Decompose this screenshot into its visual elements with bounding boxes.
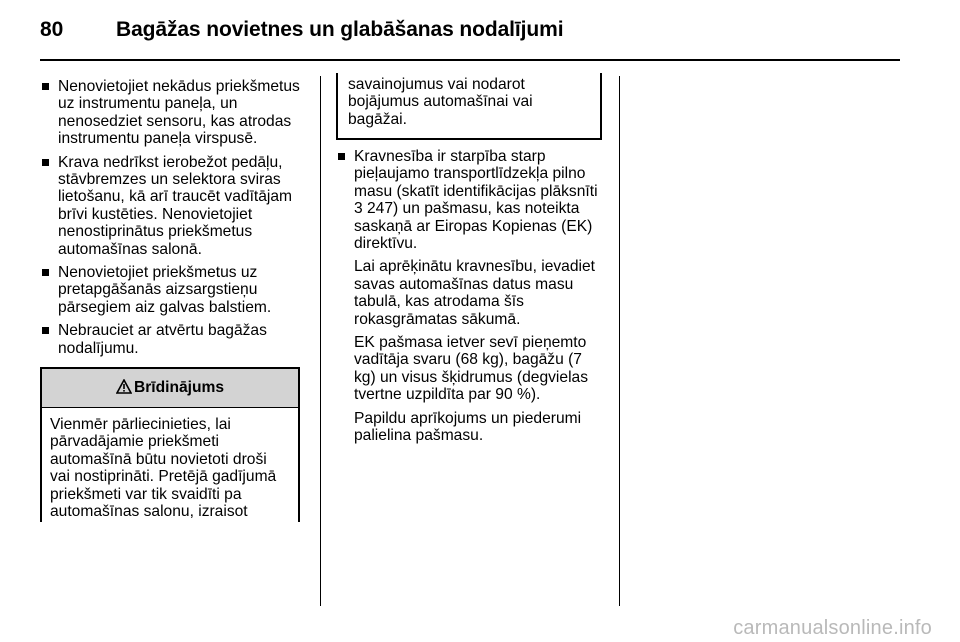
bullet-list [336, 148, 606, 252]
page-number: 80 [40, 18, 64, 41]
list-item [40, 322, 310, 357]
warning-triangle-icon [116, 379, 132, 398]
bullet-text: Nenovietojiet nekādus priekšmetus uz instrumentu paneļa, un nenosedziet sensoru, kas atrodas instrumentu paneļa virspusē. [58, 78, 300, 148]
bullet-marker [42, 269, 49, 276]
bullet-marker [42, 83, 49, 90]
left-column [40, 78, 310, 363]
column-divider-right [619, 76, 620, 606]
bullet-text: Nenovietojiet priekšmetus uz pretapgāšanās aizsargstieņu pārsegiem aiz galvas balstiem. [58, 264, 272, 316]
bullet-text-reference: 3 247) un pašmasu, kas noteikta saskaņā ar Eiropas Kopienas (EK) direktīvu. [354, 200, 593, 253]
paragraph: EK pašmasa ietver sevī pieņemto vadītāja svaru (68 kg), bagāžu (7 kg) un visus šķidrumus (degvielas tvertne uzpildīta par 90 %). [354, 334, 588, 404]
middle-column [336, 148, 606, 451]
bullet-marker [338, 153, 345, 160]
column-divider-left [320, 76, 321, 606]
warning-body: Vienmēr pārliecinieties, lai pārvadājamie priekšmeti automašīnā būtu novietoti droši vai nostiprināti. Pretējā gadījumā priekšmeti var tik svaidīti pa automašīnas salonu, izraisot [50, 416, 277, 521]
warning-title: Brīdinājums [133, 379, 225, 396]
bullet-marker [42, 159, 49, 166]
bullet-text: Nebrauciet ar atvērtu bagāžas nodalījumu. [58, 322, 267, 357]
warning-header [42, 369, 298, 408]
list-item [336, 148, 606, 252]
page-title: Bagāžas novietnes un glabāšanas nodalījumi [116, 18, 564, 41]
warning-continued-box: savainojumus vai nodarot bojājumus automašīnai vai bagāžai. [336, 73, 602, 140]
list-item [40, 154, 310, 258]
watermark: carmanualsonline.info [733, 617, 932, 639]
bullet-marker [42, 327, 49, 334]
paragraph: Lai aprēķinātu kravnesību, ievadiet savas automašīnas datus masu tabulā, kas atrodama šīs rokasgrāmatas sākumā. [354, 258, 595, 328]
bullet-list [40, 78, 310, 357]
paragraph: Papildu aprīkojums un piederumi palielina pašmasu. [354, 409, 582, 445]
warning-box [40, 367, 300, 522]
list-item [40, 264, 310, 316]
header-rule [40, 59, 900, 61]
bullet-text: Krava nedrīkst ierobežot pedāļu, stāvbremzes un selektora sviras lietošanu, kā arī traucēt vadītājam brīvi kustēties. Nenovietojiet nenostiprinātus priekšmetus automašīnas salonā. [58, 153, 293, 258]
bullet-text: Kravnesība ir starpība starp pieļaujamo transportlīdzekļa pilno masu (skatīt identifikācijas plāksnīti [354, 148, 598, 200]
list-item [40, 78, 310, 148]
page-header [40, 18, 900, 48]
